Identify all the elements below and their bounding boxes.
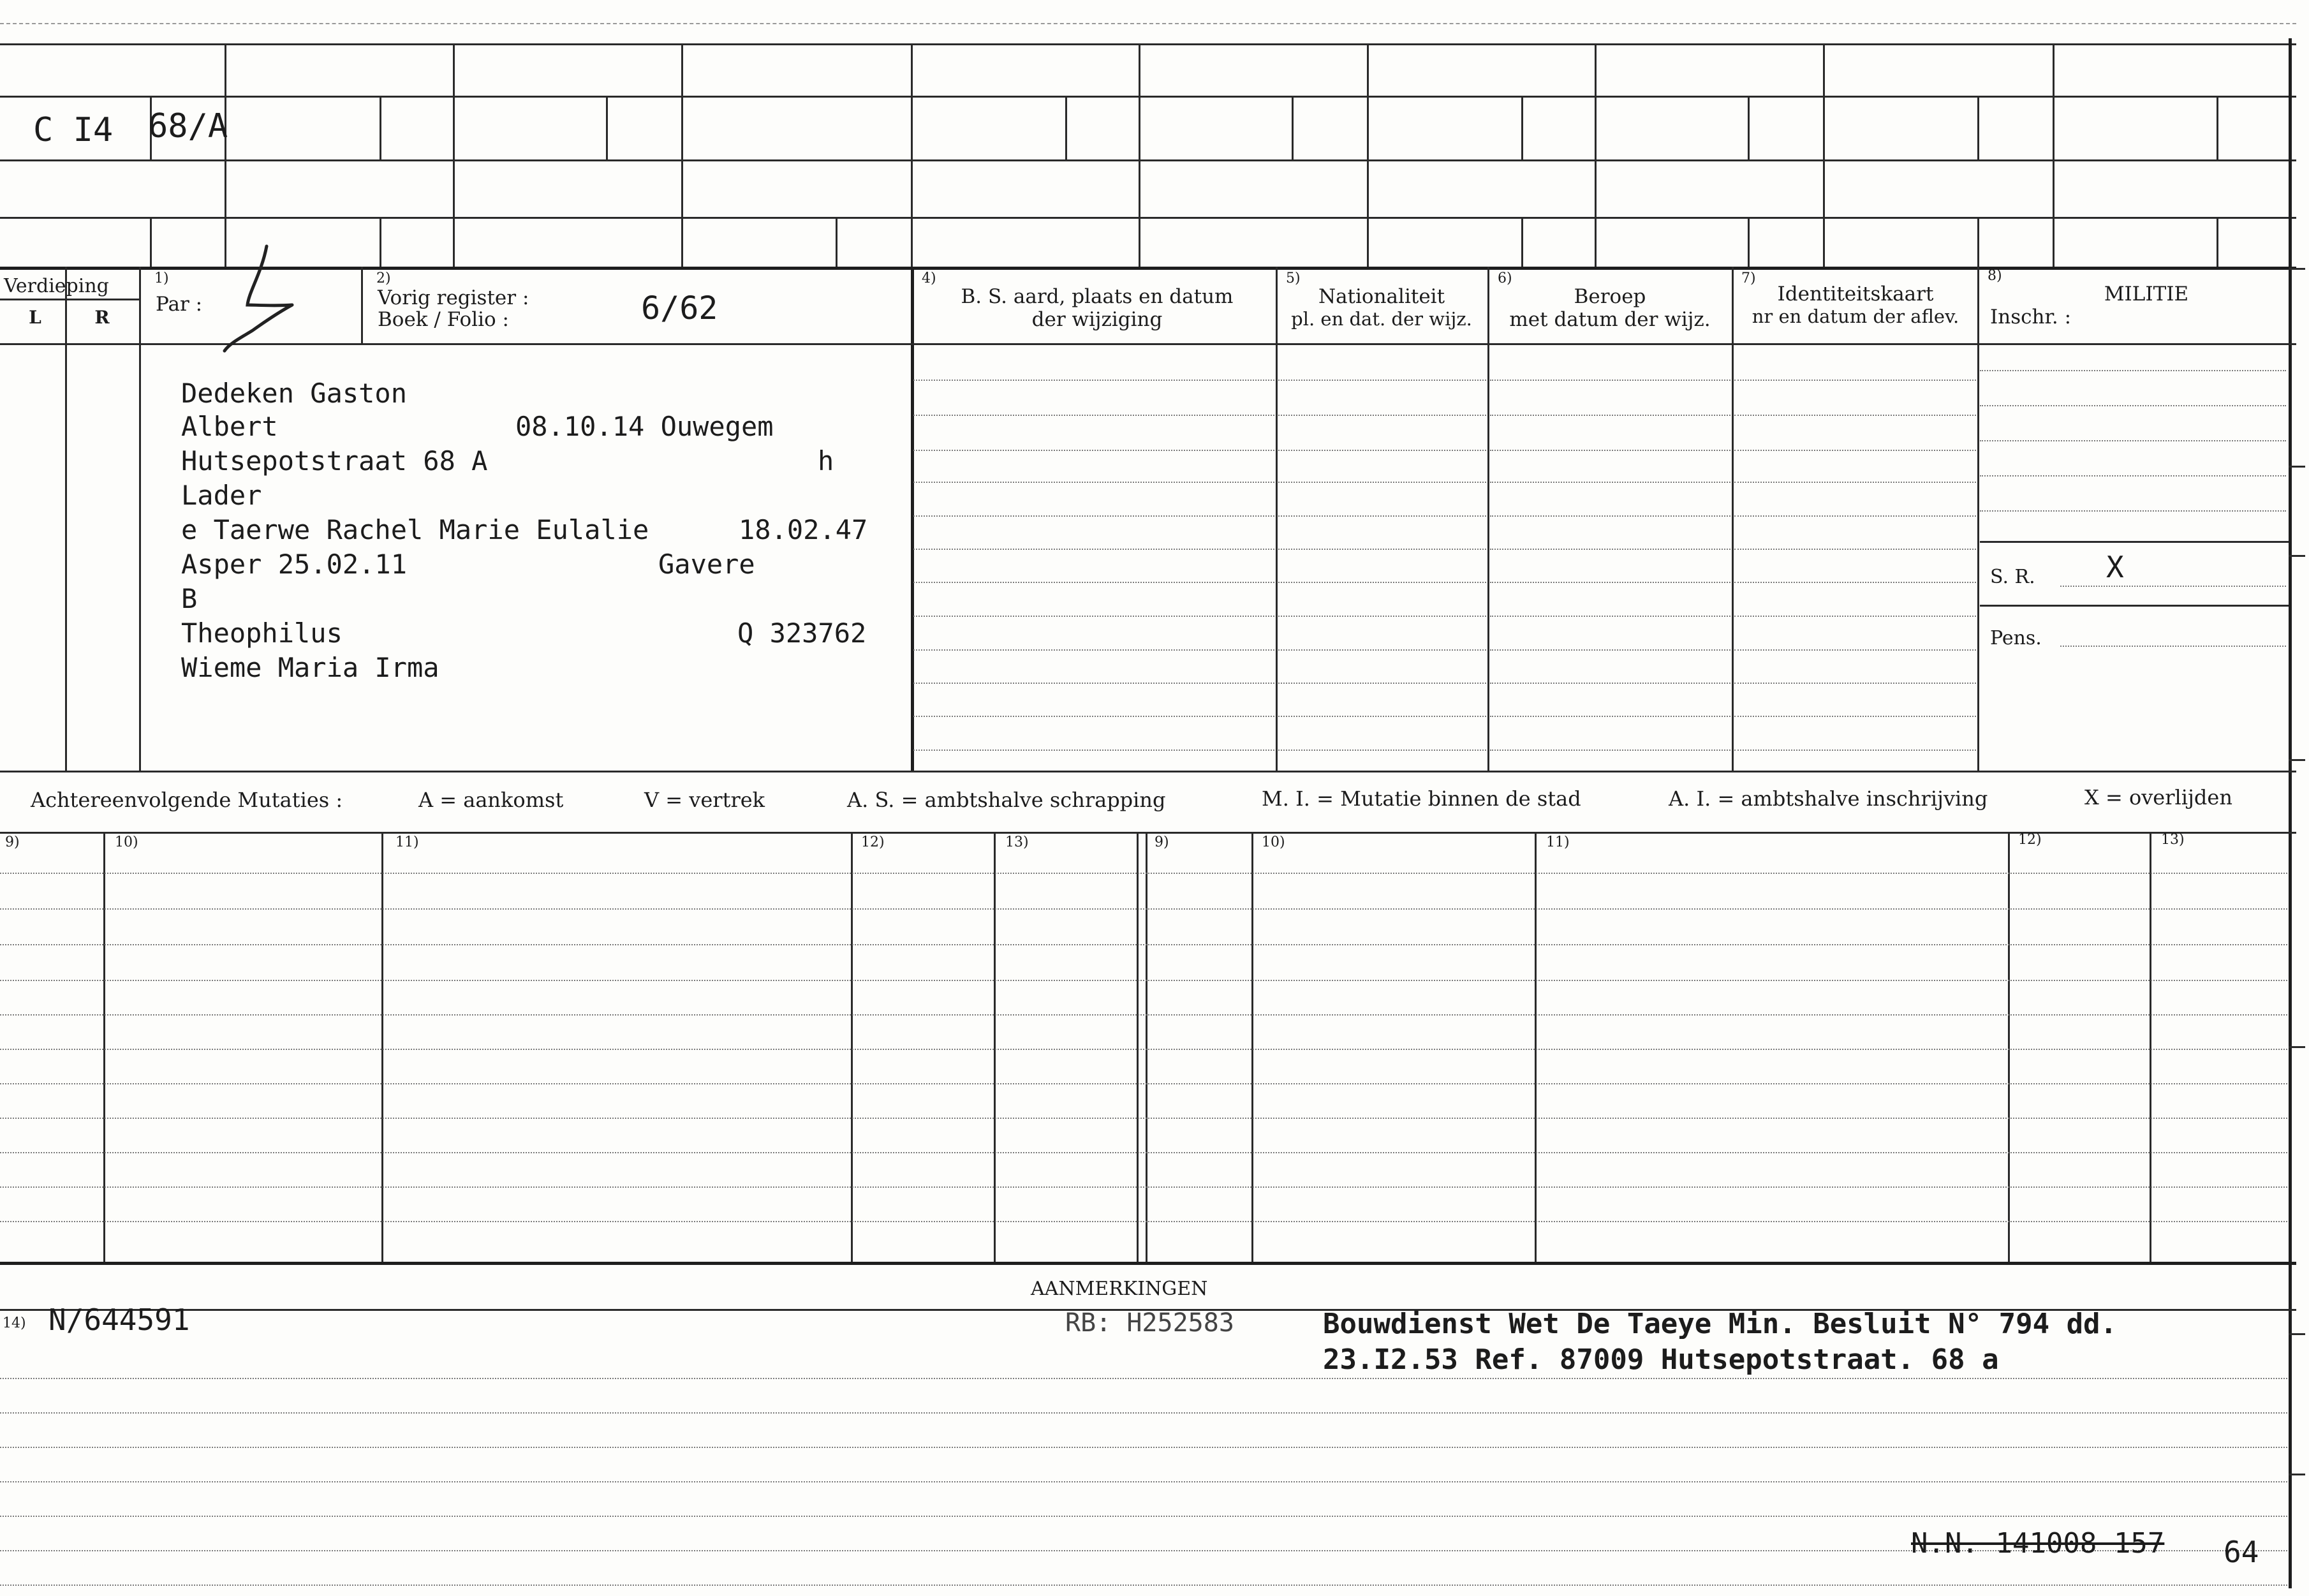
person-spouse-place: Gavere [658,549,755,580]
nat-num: 5) [1286,270,1301,286]
verdieping-label: Verdieping [4,275,109,297]
col-13-right: 13) [2161,832,2185,848]
bs-line1: B. S. aard, plaats en datum [961,285,1234,308]
remarks-num: 14) [3,1315,26,1331]
id-line1: Identiteitskaart [1777,283,1934,306]
boek-label: Boek / Folio : [378,308,509,331]
id-line2: nr en datum der aflev. [1752,306,1959,327]
col-11-left: 11) [395,834,419,850]
verdieping-r: R [94,307,110,328]
beroep-line2: met datum der wijz. [1509,308,1711,331]
mil-pens: Pens. [1990,627,2042,649]
remarks-page: 64 [2224,1535,2259,1569]
col-11-right: 11) [1546,834,1570,850]
boek-value: 6/62 [641,290,718,327]
col-9-right: 9) [1154,834,1169,850]
person-spouse: e Taerwe Rachel Marie Eulalie [181,514,649,545]
legend-title: Achtereenvolgende Mutaties : [31,788,343,812]
par-label: Par : [156,293,203,316]
person-occupation: Lader [181,480,262,511]
col-10-right: 10) [1262,834,1285,850]
person-spouse-birth: Asper 25.02.11 [181,549,408,580]
person-birth: 08.10.14 Ouwegem [515,411,774,442]
legend-x: X = overlijden [2084,785,2232,809]
remarks-nn: N.N. 141008 157 [1911,1527,2165,1560]
bs-line2: der wijziging [1031,308,1163,331]
person-mother: Wieme Maria Irma [181,652,439,683]
beroep-num: 6) [1498,270,1512,286]
legend-ai: A. I. = ambtshalve inschrijving [1669,787,1988,811]
person-name: Dedeken Gaston [181,378,408,409]
card-number: 68/A [148,107,228,145]
remarks-title: AANMERKINGEN [1031,1278,1208,1300]
vorig-num: 2) [376,270,391,286]
scan-edge [0,23,2296,24]
col-12-left: 12) [861,834,885,850]
person-marker-h: h [818,445,834,477]
id-num: 7) [1741,270,1756,286]
person-spouse-date: 18.02.47 [739,514,868,545]
par-signature [217,241,313,356]
remarks-line1: Bouwdienst Wet De Taeye Min. Besluit N° 794 dd. [1323,1308,2118,1340]
mil-title: MILITIE [2104,283,2189,306]
mil-inschr: Inschr. : [1990,306,2072,329]
person-firstname: Albert [181,411,278,442]
mil-num: 8) [1988,268,2002,284]
mil-sr: S. R. [1990,566,2035,588]
col-10-left: 10) [115,834,138,850]
remarks-code: N/644591 [48,1303,190,1337]
beroep-line1: Beroep [1574,285,1646,308]
card-code: C I4 [33,111,114,149]
par-num: 1) [154,270,169,286]
vorig-label: Vorig register : [378,286,529,309]
verdieping-l: L [29,307,41,328]
legend-a: A = aankomst [418,788,564,812]
legend-v: V = vertrek [644,788,765,812]
col-9-left: 9) [5,834,20,850]
legend-mi: M. I. = Mutatie binnen de stad [1262,787,1581,811]
remarks-line2: 23.I2.53 Ref. 87009 Hutsepotstraat. 68 a [1323,1343,1999,1376]
person-marker-b: B [181,583,198,614]
person-address: Hutsepotstraat 68 A [181,445,488,477]
nat-line1: Nationaliteit [1318,285,1445,308]
col-13-left: 13) [1005,834,1029,850]
bs-num: 4) [922,270,936,286]
person-id-number: Q 323762 [737,617,867,649]
remarks-rb: RB: H252583 [1065,1308,1234,1338]
legend-as: A. S. = ambtshalve schrapping [847,788,1166,812]
col-12-right: 12) [2018,832,2042,848]
nat-line2: pl. en dat. der wijz. [1291,308,1472,330]
mil-sr-value: X [2106,550,2124,584]
person-father: Theophilus [181,617,343,649]
